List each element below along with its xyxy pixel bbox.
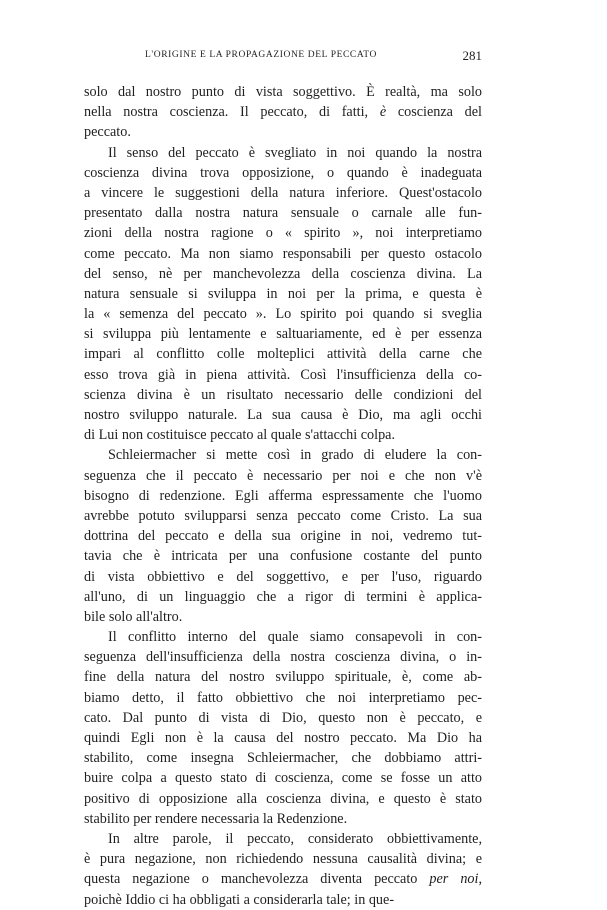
text-line: a vincere le suggestioni della natura inferiore. Quest'ostacolo [84, 184, 482, 201]
text-line: bisogno di redenzione. Egli afferma espressamente che l'uomo [84, 487, 482, 504]
text-line: impari al conflitto colle molteplici attività della carne che [84, 346, 482, 363]
text-line: presentato dalla nostra natura sensuale o carnale alle fun- [84, 205, 482, 222]
text-line: Il senso del peccato è svegliato in noi quando la nostra [108, 144, 482, 161]
page-number: 281 [462, 48, 482, 63]
page-header [84, 50, 482, 68]
text-line: all'uno, di un linguaggio che a rigor di termini è applica- [84, 588, 482, 605]
text-line: Il conflitto interno del quale siamo consapevoli in con- [108, 629, 482, 646]
text-line: stabilito, come insegna Schleiermacher, che dobbiamo attri- [84, 750, 482, 767]
text-line: seguenza che il peccato è necessario per noi e che non v'è [84, 467, 482, 484]
text-line: coscienza divina trova opposizione, o quando è inadeguata [84, 164, 482, 181]
text-line: Schleiermacher si mette così in grado di eludere la con- [108, 447, 482, 464]
text-line: natura sensuale si sviluppa in noi per la prima, e questa è [84, 285, 482, 302]
text-line: la « semenza del peccato ». Lo spirito poi quando si sveglia [84, 306, 482, 323]
text-line: peccato. [84, 124, 131, 141]
text-line: si sviluppa più lentamente e saltuariamente, ed è per essenza [84, 326, 482, 343]
text-line: solo dal nostro punto di vista soggettivo. È realtà, ma solo [84, 84, 482, 100]
text-line: poichè Iddio ci ha obbligati a considerarla tale; in que- [84, 891, 395, 908]
text-line: fine della natura del nostro sviluppo spirituale, è, come ab- [84, 669, 482, 686]
text-line: del senso, nè per manchevolezza della coscienza divina. La [84, 265, 482, 282]
text-line: scienza divina è un risultato necessario delle condizioni del [84, 386, 482, 403]
text-line: tavia che è intricata per una confusione costante del punto [84, 548, 482, 565]
text-line: come peccato. Ma non siamo responsabili per questo ostacolo [84, 245, 482, 262]
text-line: cato. Dal punto di vista di Dio, questo non è peccato, e [84, 709, 482, 726]
text-line: di Lui non costituisce peccato al quale s'attacchi colpa. [84, 427, 396, 444]
running-title: L'ORIGINE E LA PROPAGAZIONE DEL PECCATO [145, 50, 377, 60]
text-line: seguenza dell'insufficienza della nostra coscienza divina, o in- [84, 649, 482, 666]
text-line: è pura negazione, non richiedendo nessuna causalità divina; e [84, 851, 482, 868]
text-line: bile solo all'altro. [84, 608, 183, 625]
text-line: In altre parole, il peccato, considerato obbiettivamente, [108, 830, 482, 847]
text-line: di vista obbiettivo e del soggettivo, e per l'uso, riguardo [84, 568, 482, 585]
text-line: buire colpa a questo stato di coscienza, come se fosse un atto [84, 770, 482, 787]
text-line: biamo detto, il fatto obbiettivo che noi interpretiamo pec- [84, 689, 482, 706]
text-line: nella nostra coscienza. Il peccato, di fatti, è coscienza del [84, 104, 482, 121]
text-line: dottrina del peccato e della sua origine in noi, vedremo tut- [84, 528, 482, 545]
text-line: avrebbe potuto svilupparsi senza peccato come Cristo. La sua [84, 507, 482, 524]
text-line: zioni della nostra ragione o « spirito », noi interpretiamo [84, 225, 482, 242]
body-text [84, 82, 482, 910]
text-line: nostro sviluppo naturale. La sua causa è Dio, ma agli occhi [84, 407, 482, 423]
text-line: esso trova già in piena attività. Così l'insufficienza della co- [84, 366, 482, 383]
text-line: quindi Egli non è la causa del nostro peccato. Ma Dio ha [84, 730, 482, 746]
text-line: positivo di opposizione alla coscienza divina, e questo è stato [84, 790, 482, 807]
text-line: stabilito per rendere necessaria la Redenzione. [84, 810, 348, 827]
text-line: questa negazione o manchevolezza diventa peccato per noi, [84, 871, 483, 888]
